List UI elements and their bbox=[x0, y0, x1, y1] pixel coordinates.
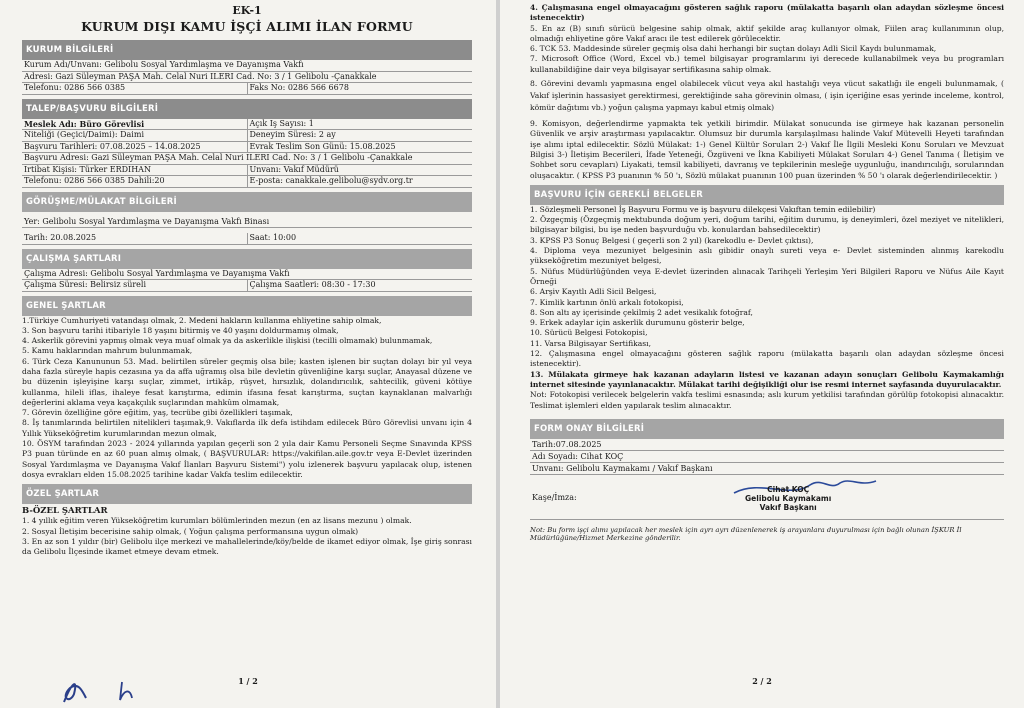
belge-item: 8. Son altı ay içerisinde çekilmiş 2 adet vesikalık fotoğraf, bbox=[530, 307, 753, 317]
kurum-adres: Adresi: Gazi Süleyman PAŞA Mah. Celal Nuri İLERİ Cad. No: 3 / 1 Gelibolu -Çanakkale bbox=[24, 71, 377, 81]
ozel-continued-list bbox=[530, 3, 1004, 181]
talep-deneme: Deneyim Süresi: 2 ay bbox=[247, 130, 473, 141]
onay-unvani: Unvanı: Gelibolu Kaymakamı / Vakıf Başkanı bbox=[530, 463, 1004, 475]
belge-item: 13. Mülakata girmeye hak kazanan adayların listesi ve kazanan adayın sonuçları Gelibolu Kaymakamlığı internet sitesinde yayınlanacaktır. Mülakat tarihi değişikliği olur ise resmi internet sayfasında duyurulacaktır. bbox=[530, 369, 1004, 389]
genel-item: 7. Görevin özelliğine göre eğitim, yaş, tecrübe gibi özellikleri taşımak, bbox=[22, 408, 293, 418]
kurum-adi: Kurum Adı/Unvanı: Gelibolu Sosyal Yardımlaşma ve Dayanışma Vakfı bbox=[24, 60, 304, 69]
talep-acik-is: Açık İş Sayısı: 1 bbox=[247, 119, 473, 130]
talep-eposta: E-posta: canakkale.gelibolu@sydv.org.tr bbox=[247, 176, 473, 187]
genel-sartlar-list bbox=[22, 316, 472, 481]
section-gorusme-header: GÖRÜŞME/MÜLAKAT BİLGİLERİ bbox=[22, 192, 472, 212]
onay-adi: Adı Soyadı: Cihat KOÇ bbox=[530, 451, 1004, 463]
section-kurum-header: KURUM BİLGİLERİ bbox=[22, 40, 472, 60]
genel-item: 3. Son başvuru tarihi itibariyle 18 yaşını bitirmiş ve 40 yaşını doldurmamış olmak, bbox=[22, 325, 339, 335]
genel-item: 8. İş tanımlarında belirtilen nitelikleri taşımak,9. Vakıflarda ilk defa istihdam edilecek Büro Görevlisi unvanı için 4 Yıllık Yükseköğretim kurumlarından mezun olmak, bbox=[22, 418, 472, 438]
ozel-item: 3. En az son 1 yıldır (bir) Gelibolu ilçe merkezi ve mahallelerinde/köy/belde de ikamet ediyor olmak, İşe giriş sonrası da Gelibolu İlçesinde ikamet etmeye devam etmek. bbox=[22, 536, 472, 557]
gorusme-saat: Saat: 10:00 bbox=[247, 233, 473, 244]
belgeler-list bbox=[530, 205, 1004, 411]
belge-note: Not: Fotokopisi verilecek belgelerin vakfa teslimi esnasında; aslı kurum yetkilisi tarafından görülüp fotokopisi alınacaktır. Teslimat işlemleri elden yapılarak teslim alınacaktır. bbox=[530, 390, 1004, 410]
ozel-item: 2. Sosyal İletişim becerisine sahip olmak, ( Yoğun çalışma performansına uygun olmak) bbox=[22, 526, 359, 536]
document-page-1 bbox=[0, 0, 496, 708]
ozel-item: 4. Çalışmasına engel olmayacağını gösteren sağlık raporu (mülakatta başarılı olan adaydan sözleşme öncesi istenecektir) bbox=[530, 3, 1004, 23]
signature-name: Cihat KOÇ bbox=[767, 484, 810, 494]
talep-niteligi: Niteliği (Geçici/Daimi): Daimi bbox=[24, 130, 144, 139]
signature-title-1: Gelibolu Kaymakamı bbox=[745, 493, 832, 503]
belge-item: 9. Erkek adaylar için askerlik durumunu gösterir belge, bbox=[530, 318, 745, 328]
talep-evrak: Evrak Teslim Son Günü: 15.08.2025 bbox=[247, 142, 473, 153]
ozel-item: 8. Görevini devamlı yapmasına engel olabilecek vücut veya akıl hastalığı veya vücut sakatlığı ile engeli bulunmamak, ( Vakıf işlerinin hassasiyet gerektirmesi, gerektiğinde saha görevinin olması, ( işin içeriğine esas yerinde inceleme, kontrol, kömür dağıtımı vb.) yoğun çalışma yapmayı kabul etmiş olmak) bbox=[530, 79, 1004, 113]
calisma-adres: Çalışma Adresi: Gelibolu Sosyal Yardımlaşma ve Dayanışma Vakfı bbox=[24, 268, 290, 278]
calisma-saatleri: Çalışma Saatleri: 08:30 - 17:30 bbox=[247, 280, 473, 291]
gorusme-yer: Yer: Gelibolu Sosyal Yardımlaşma ve Dayanışma Vakfı Binası bbox=[24, 216, 270, 226]
belge-item: 12. Çalışmasına engel olmayacağını gösteren sağlık raporu (mülakatta başarılı olan adaydan sözleşme öncesi istenecektir). bbox=[530, 349, 1004, 369]
section-calisma-header: ÇALIŞMA ŞARTLARI bbox=[22, 249, 472, 269]
belge-item: 7. Kimlik kartının önlü arkalı fotokopisi, bbox=[530, 297, 684, 307]
genel-item: 5. Kamu haklarından mahrum bulunmamak, bbox=[22, 346, 193, 356]
gorusme-tarih: Tarih: 20.08.2025 bbox=[24, 233, 97, 242]
belge-item: 2. Özgeçmiş (Özgeçmiş mektubunda doğum yeri, doğum tarihi, eğitim durumu, iş deneyimleri, özel meziyet ve nitelikleri, bilgisayar bilgisi, bu işe neden başvurduğu vb. konulardan bahsedilecektir) bbox=[530, 215, 1004, 235]
belge-item: 5. Nüfus Müdürlüğünden veya E-devlet üzerinden alınacak Tarihçeli Yerleşim Yeri Bilgileri Raporu ve Nüfus Aile Kayıt Örneği bbox=[530, 266, 1004, 286]
ozel-subheader: B-ÖZEL ŞARTLAR bbox=[22, 506, 108, 517]
ozel-item: 5. En az (B) sınıfı sürücü belgesine sahip olmak, aktif şekilde araç kullanıyor olmak, Fiilen araç kullanımının olup, olmadığı ehliyetine göre Vakıf aracı ile test edilerek görülecektir. bbox=[530, 23, 1004, 43]
calisma-suresi: Çalışma Süresi: Belirsiz süreli bbox=[24, 280, 147, 289]
genel-item: 6. Türk Ceza Kanununun 53. Mad. belirtilen süreler geçmiş olsa bile; kasten işlenen bir suçtan dolayı bir yıl veya daha fazla süreyle hapis cezasına ya da affa uğramış olsa bile devletin güvenliğine karşı suçlar, Anayasal düzene ve bu düzenin işleyişine karşı suçlar, zimmet, irtikâp, rüşvet, hırsızlık, dolandırıcılık, sahtecilik, güveni kötüye kullanma, hileli iflas, ihaleye fesat karıştırma, edimin ifasına fesat karıştırma, suçtan kaynaklanan malvarlığı değerlerini aklama veya kaçakçılık suçlarından mahkûm olmamak, bbox=[22, 356, 472, 407]
section-genel-header: GENEL ŞARTLAR bbox=[22, 296, 472, 316]
belge-item: 1. Sözleşmeli Personel İş Başvuru Formu ve iş başvuru dilekçesi Vakıftan temin edilebilir) bbox=[530, 204, 876, 214]
belge-item: 6. Arşiv Kayıtlı Adli Sicil Belgesi, bbox=[530, 287, 657, 297]
document-page-2 bbox=[500, 0, 1024, 708]
kurum-telefon: Telefonu: 0286 566 0385 bbox=[24, 83, 126, 92]
page-number-1: 1 / 2 bbox=[238, 676, 258, 686]
document-title: KURUM DIŞI KAMU İŞÇİ ALIMI İLAN FORMU bbox=[81, 19, 413, 34]
ozel-sartlar-list bbox=[22, 516, 472, 557]
ek-label: EK-1 bbox=[232, 4, 262, 17]
ozel-item: 1. 4 yıllık eğitim veren Yükseköğretim kurumları bölümlerinden mezun (en az lisans mezunu ) olmak. bbox=[22, 516, 412, 526]
onay-kase-label: Kaşe/İmza: bbox=[532, 492, 577, 502]
signature-block bbox=[745, 485, 831, 512]
talep-adres: Başvuru Adresi: Gazi Süleyman PAŞA Mah. Celal Nuri İLERİ Cad. No: 3 / 1 Gelibolu -Çanakkale bbox=[24, 153, 413, 162]
belge-item: 4. Diploma veya mezuniyet belgesinin aslı gibidir onaylı sureti veya e- Devlet sisteminden alınmış karekodlu yükseköğretim mezuniyet belgesi, bbox=[530, 246, 1004, 266]
talep-tarihler: Başvuru Tarihleri: 07.08.2025 – 14.08.2025 bbox=[24, 141, 201, 151]
belge-item: 10. Sürücü Belgesi Fotokopisi, bbox=[530, 328, 648, 338]
onay-tarih: Tarih:07.08.2025 bbox=[530, 439, 1004, 451]
ozel-item: 7. Microsoft Office (Word, Excel vb.) temel bilgisayar programlarını iyi derecede kullanabilmek veya bu programları kullanabildiğine dair veya bilgisayar sertifikasına sahip olmak. bbox=[530, 54, 1004, 74]
section-talep-header: TALEP/BAŞVURU BİLGİLERİ bbox=[22, 99, 472, 119]
onay-signature-area bbox=[530, 475, 1004, 520]
section-belgeler-header: BAŞVURU İÇİN GEREKLİ BELGELER bbox=[530, 185, 1004, 205]
talep-unvani: Unvanı: Vakıf Müdürü bbox=[247, 165, 473, 176]
section-ozel-header: ÖZEL ŞARTLAR bbox=[22, 484, 472, 504]
talep-meslek: Meslek Adı: Büro Görevlisi bbox=[24, 118, 145, 129]
ozel-item: 6. TCK 53. Maddesinde süreler geçmiş olsa dahi herhangi bir suçtan dolayı Adli Sicil Kaydı bulunmamak, bbox=[530, 44, 937, 54]
footer-note: Not: Bu form işçi alımı yapılacak her meslek için ayrı ayrı düzenlenerek iş arayanlara duyurulması için bağlı olunan İŞKUR İl Müdürlüğüne/Hizmet Merkezine gönderilir. bbox=[530, 525, 962, 543]
talep-irtibat: İrtibat Kişisi: Türker ERDİHAN bbox=[24, 164, 151, 174]
signature-title-2: Vakıf Başkanı bbox=[759, 502, 817, 512]
kurum-faks: Faks No: 0286 566 6678 bbox=[247, 83, 473, 94]
belge-item: 3. KPSS P3 Sonuç Belgesi ( geçerli son 2 yıl) (karekodlu e- Devlet çıktısı), bbox=[530, 235, 814, 245]
genel-item: 10. ÖSYM tarafından 2023 - 2024 yıllarında yapılan geçerli son 2 yıla dair Kamu Personeli Seçme Sınavında KPSS P3 puan türünde en az 60 puan almış olmak, ( BAŞVURULAR: https://vakifilan.aile.gov.tr veya E-Devlet üzerinden Sosyal Yardımlaşma ve Dayanışma Vakıf İlanları Başvuru Sistemi") yolu izlenerek başvuru yapılacak olup, istenen dosya evrakları elden 15.08.2025 tarihine kadar Vakfa teslim edilecektir. bbox=[22, 439, 472, 479]
section-onay-header: FORM ONAY BİLGİLERİ bbox=[530, 419, 1004, 439]
talep-telefon: Telefonu: 0286 566 0385 Dahili:20 bbox=[24, 176, 165, 185]
belge-item: 11. Varsa Bilgisayar Sertifikası, bbox=[530, 338, 652, 348]
genel-item: 4. Askerlik görevini yapmış olmak veya muaf olmak ya da askerlikle ilişkisi (tecilli olmamak) bulunmamak, bbox=[22, 336, 433, 346]
genel-item: 1.Türkiye Cumhuriyeti vatandaşı olmak, 2. Medeni hakların kullanma ehliyetine sahip olmak, bbox=[22, 315, 382, 325]
ozel-item: 9. Komisyon, değerlendirme yapmakta tek yetkili birimdir. Mülakat sonucunda ise girmeye hak kazanan personelin Güvenlik ve arşiv araştırması yapılacaktır. Olumsuz bir durumla karşılaşılması halinde Vakıf Mütevelli Heyeti tarafından işe alımı iptal edilecektir. Sözlü Mülakat: 1-) Genel Kültür Soruları 2-) Vakıf İle İlgili Mesleki Konu Soruları ve Mevzuat Bilgisi 3-) İletişim Becerileri, İfade Yeteneği, Özgüveni ve İkna Kabiliyeti Mülakat Soruları 4-) Genel Tanıma ( İletişim ve Sohbet soru cevapları) Liyakati, temsil kabiliyeti, davranış ve tepkilerinin mesleğe uygunluğu, inandırıcılığı, sorularından oluşacaktır. ( KPSS P3 puanının % 50 'ı, Sözlü mülakat puanının 100 puan üzerinden % 50 'ı olarak değerlendirilecektir. ) bbox=[530, 119, 1004, 180]
page-number-2: 2 / 2 bbox=[752, 676, 772, 686]
